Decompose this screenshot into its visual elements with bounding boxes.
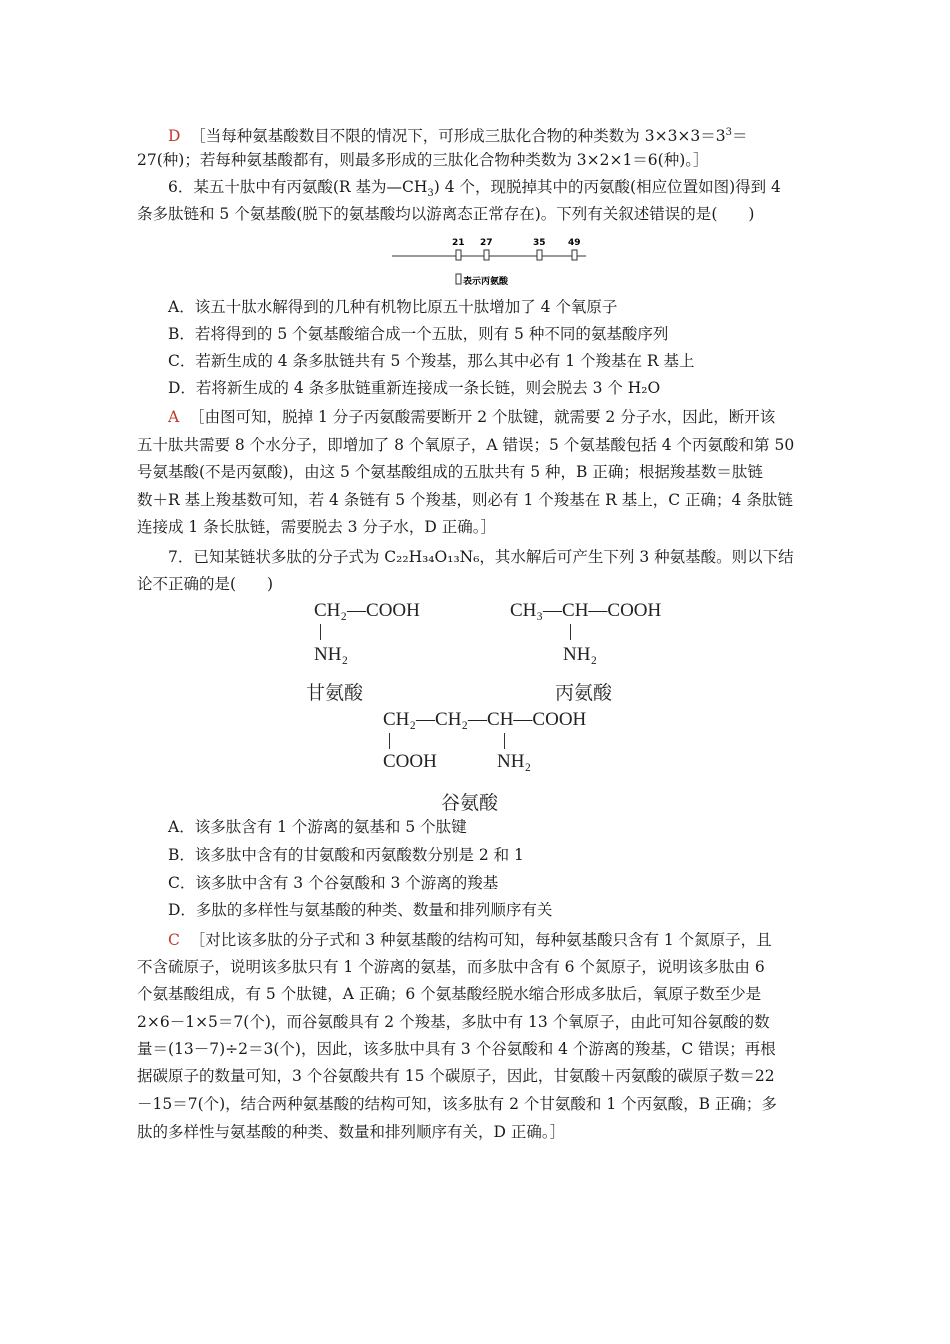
q7-stem-line2: 论不正确的是( ) <box>137 575 274 593</box>
q7-option-b: B．该多肽中含有的甘氨酸和丙氨酸数分别是 2 和 1 <box>168 846 524 864</box>
q7-answer-line3: 个氨基酸组成，有 5 个肽键，A 正确；6 个氨基酸经脱水缩合形成多肽后，氧原子数至少是 <box>137 985 762 1003</box>
answer5-line2: 27(种)；若每种氨基酸都有，则最多形成的三肽化合物种类数为 3×2×1＝6(种)。］ <box>137 151 709 169</box>
glutamate-name: 谷氨酸 <box>441 792 499 814</box>
glutamate-formula-nh2: NH₂ <box>497 751 532 772</box>
glycine-name: 甘氨酸 <box>306 682 364 704</box>
position-label-35: 35 <box>533 238 546 248</box>
q7-answer-line7: －15＝7(个)，结合两种氨基酸的结构可知，该多肽有 2 个甘氨酸和 1 个丙氨酸，B 正确；多 <box>137 1095 777 1113</box>
q6-answer-line1 <box>168 407 848 427</box>
q7-option-c: C．该多肽中含有 3 个谷氨酸和 3 个游离的羧基 <box>168 874 499 892</box>
q6-answer-line2: 五十肽共需要 8 个水分子，即增加了 8 个氧原子，A 错误；5 个氨基酸包括 4 个丙氨酸和第 50 <box>137 436 795 454</box>
q7-answer-line5: 量＝(13－7)÷2＝3(个)，因此，该多肽中具有 3 个谷氨酸和 4 个游离的羧基，C 错误；再根 <box>137 1040 776 1058</box>
glycine-formula-top: CH₂—COOH <box>314 600 420 621</box>
position-label-49: 49 <box>568 238 581 248</box>
q6-option-a: A．该五十肽水解得到的几种有机物比原五十肽增加了 4 个氧原子 <box>168 298 618 316</box>
q6-answer-line4: 数＋R 基上羧基数可知，若 4 条链有 5 个羧基，则必有 1 个羧基在 R 基上，C 正确；4 条肽链 <box>137 491 793 509</box>
q7-option-d: D．多肽的多样性与氨基酸的种类、数量和排列顺序有关 <box>168 901 553 919</box>
q7-option-a: A．该多肽含有 1 个游离的氨基和 5 个肽键 <box>168 818 467 836</box>
q6-stem-line1 <box>168 177 848 204</box>
q6-stem-line2: 条多肽链和 5 个氨基酸(脱下的氨基酸均以游离态正常存在)。下列有关叙述错误的是( ) <box>137 205 755 223</box>
q7-answer-line1 <box>168 930 848 950</box>
answer5-text1-end: ＝ <box>732 127 748 145</box>
legend-label: 表示丙氨酸 <box>463 277 509 287</box>
q6-option-c: C．若新生成的 4 条多肽链共有 5 个羧基，那么其中必有 1 个羧基在 R 基上 <box>168 352 695 370</box>
q6-answer-letter: A <box>168 408 180 426</box>
alanine-marker-49 <box>572 250 577 260</box>
glutamate-formula-top: CH₂—CH₂—CH—COOH <box>383 709 587 730</box>
position-label-27: 27 <box>480 238 493 248</box>
alanine-bond <box>570 624 571 640</box>
alanine-marker-35 <box>537 250 542 260</box>
legend-marker <box>456 274 461 284</box>
peptide-chain-svg <box>390 232 590 292</box>
answer5-letter: D <box>168 127 181 145</box>
glycine-bond <box>320 624 321 640</box>
q6-option-d: D．若将新生成的 4 条多肽链重新连接成一条长链，则会脱去 3 个 H₂O <box>168 379 661 397</box>
alanine-name: 丙氨酸 <box>555 682 613 704</box>
answer5-line1 <box>168 123 848 146</box>
q6-option-b: B．若将得到的 5 个氨基酸缩合成一个五肽，则有 5 种不同的氨基酸序列 <box>168 325 669 343</box>
q6-answer-line5: 连接成 1 条长肽链，需要脱去 3 分子水，D 正确。］ <box>137 518 497 536</box>
q7-answer-text1: ［对比该多肽的分子式和 3 种氨基酸的结构可知，每种氨基酸只含有 1 个氮原子，且 <box>189 931 772 949</box>
q7-answer-line6: 据碳原子的数量可知，3 个谷氨酸共有 15 个碳原子，因此，甘氨酸＋丙氨酸的碳原子数＝22 <box>137 1067 775 1085</box>
q6-answer-line3: 号氨基酸(不是丙氨酸)，由这 5 个氨基酸组成的五肽共有 5 种，B 正确；根据羧基数＝肽链 <box>137 463 763 481</box>
alanine-formula-top: CH₃—CH—COOH <box>510 600 662 621</box>
glycine-formula-bottom: NH₂ <box>314 644 349 665</box>
glutamate-bond-left <box>389 733 390 749</box>
q6-answer-text1: ［由图可知，脱掉 1 分子丙氨酸需要断开 2 个肽键，就需要 2 分子水，因此，断开该 <box>189 408 776 426</box>
position-label-21: 21 <box>452 238 465 248</box>
q7-answer-line4: 2×6－1×5＝7(个)，而谷氨酸具有 2 个羧基，多肽中有 13 个氧原子，由此可知谷氨酸的数 <box>137 1013 770 1031</box>
peptide-chain-diagram <box>390 232 590 292</box>
answer5-text1: ［当每种氨基酸数目不限的情况下，可形成三肽化合物的种类数为 3×3×3＝3 <box>190 127 726 145</box>
glutamate-bond-right <box>504 733 505 749</box>
q6-stem-text1: 6．某五十肽中有丙氨酸(R 基为—CH <box>168 178 428 196</box>
answer5-sup: 3 <box>725 127 733 138</box>
alanine-marker-21 <box>456 250 461 260</box>
q7-stem-line1: 7．已知某链状多肽的分子式为 C₂₂H₃₄O₁₃N₆，其水解后可产生下列 3 种氨基酸。则以下结 <box>168 548 794 566</box>
alanine-marker-27 <box>484 250 489 260</box>
alanine-formula-bottom: NH₂ <box>563 644 598 665</box>
q7-answer-line2: 不含硫原子，说明该多肽只有 1 个游离的氨基，而多肽中含有 6 个氮原子，说明该多肽由 6 <box>137 958 765 976</box>
q6-stem-text1-end: ) 4 个，现脱掉其中的丙氨酸(相应位置如图)得到 4 <box>433 178 781 196</box>
q6-stem-sub: 3 <box>427 188 434 199</box>
q7-answer-line8: 肽的多样性与氨基酸的种类、数量和排列顺序有关，D 正确。］ <box>137 1123 566 1141</box>
q7-answer-letter: C <box>168 931 180 949</box>
glutamate-formula-cooh: COOH <box>383 751 437 772</box>
